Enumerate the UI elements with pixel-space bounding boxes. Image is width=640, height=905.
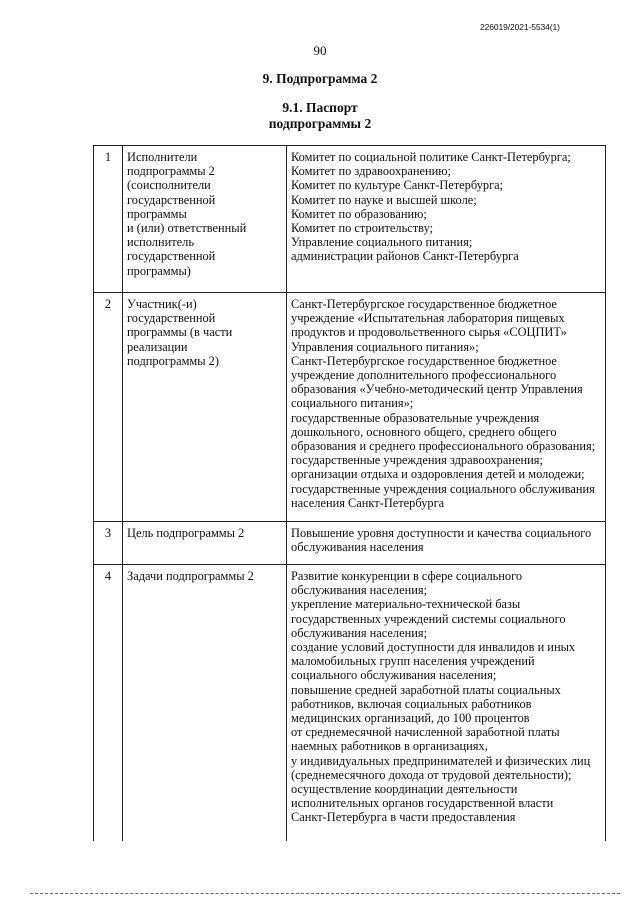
- passport-table: [93, 145, 606, 841]
- row-name: [123, 146, 287, 293]
- page-number: 90: [313, 43, 327, 58]
- text-line: повышение средней заработной платы социальных: [291, 682, 561, 697]
- text-line: и (или) ответственный: [127, 221, 247, 236]
- section-title: 9. Подпрограмма 2: [262, 71, 378, 86]
- text-line: осуществление координации деятельности: [291, 782, 518, 797]
- text-line: Комитет по науке и высшей школе;: [291, 192, 477, 207]
- text-line: программы): [127, 263, 191, 278]
- text-line: Исполнители: [127, 150, 198, 164]
- text-line: Задачи подпрограммы 2: [127, 569, 254, 583]
- subsection-title-line: подпрограммы 2: [268, 116, 372, 131]
- text-line: обслуживания населения: [291, 540, 424, 555]
- table-row: [94, 565, 606, 842]
- text-line: (среднемесячного дохода от трудовой деятельности);: [291, 767, 572, 782]
- text-line: реализации: [127, 339, 188, 354]
- text-line: администрации районов Санкт-Петербурга: [291, 249, 519, 264]
- text-line: программы: [127, 206, 187, 221]
- row-value: [287, 146, 606, 293]
- text-line: укрепление материально-технической базы: [291, 597, 521, 612]
- text-line: Управление социального питания;: [291, 235, 473, 250]
- table-row: [94, 522, 606, 565]
- text-line: исполнитель: [127, 235, 194, 250]
- text-line: Повышение уровня доступности и качества социального: [291, 526, 592, 540]
- text-line: Санкт-Петербургское государственное бюджетное: [291, 297, 557, 311]
- text-line: государственной: [127, 311, 216, 326]
- row-name: [123, 522, 287, 565]
- row-number: 4: [94, 565, 123, 842]
- row-name: [123, 565, 287, 842]
- row-value: [287, 293, 606, 522]
- text-line: Комитет по здравоохранению;: [291, 164, 451, 179]
- text-line: работников, включая социальных работников: [291, 696, 532, 711]
- text-line: Комитет по образованию;: [291, 206, 427, 221]
- text-line: исполнительных органов государственной власти: [291, 796, 554, 811]
- row-number: 3: [94, 522, 123, 565]
- text-line: государственной: [127, 192, 216, 207]
- text-line: маломобильных групп населения учреждений: [291, 654, 535, 669]
- text-line: организации отдыха и оздоровления детей и молодежи;: [291, 467, 585, 482]
- subsection-title-line: 9.1. Паспорт: [282, 100, 358, 115]
- text-line: программы (в части: [127, 325, 233, 340]
- text-line: Управления социального питания»;: [291, 339, 479, 354]
- text-line: государственных учреждений системы социального: [291, 611, 566, 626]
- text-line: наемных работников в организациях,: [291, 739, 488, 754]
- row-number: 2: [94, 293, 123, 522]
- footer-rule: [30, 893, 620, 894]
- text-line: (соисполнители: [127, 178, 211, 193]
- text-line: от среднемесячной начисленной заработной платы: [291, 725, 560, 740]
- text-line: подпрограммы 2): [127, 353, 219, 368]
- text-line: государственные учреждения здравоохранения;: [291, 453, 543, 468]
- text-line: дошкольного, основного общего, среднего общего: [291, 424, 557, 439]
- text-line: продуктов и продовольственного сырья «СОЦПИТ»: [291, 325, 567, 340]
- text-line: государственные образовательные учреждения: [291, 410, 540, 425]
- text-line: социального обслуживания населения;: [291, 668, 497, 683]
- row-number: 1: [94, 146, 123, 293]
- subsection-title: [0, 100, 640, 132]
- row-value: [287, 565, 606, 842]
- text-line: подпрограммы 2: [127, 164, 215, 179]
- text-line: обслуживания населения;: [291, 625, 428, 640]
- row-value: [287, 522, 606, 565]
- text-line: Развитие конкуренции в сфере социального: [291, 569, 523, 583]
- text-line: образования и среднего профессионального образования;: [291, 439, 596, 454]
- text-line: Комитет по строительству;: [291, 221, 434, 236]
- text-line: обслуживания населения;: [291, 583, 428, 598]
- table-row: [94, 293, 606, 522]
- text-line: государственные учреждения социального обслуживания: [291, 481, 595, 496]
- text-line: медицинских организаций, до 100 процентов: [291, 711, 530, 726]
- text-line: социального питания»;: [291, 396, 414, 411]
- text-line: Комитет по социальной политике Санкт-Петербурга;: [291, 150, 571, 164]
- table-row: [94, 146, 606, 293]
- text-line: Участник(-и): [127, 297, 197, 311]
- text-line: учреждение «Испытательная лаборатория пищевых: [291, 311, 565, 326]
- text-line: Санкт-Петербурга в части предоставления: [291, 810, 516, 825]
- text-line: населения Санкт-Петербурга: [291, 495, 445, 510]
- row-name: [123, 293, 287, 522]
- document-number: 226019/2021-5534(1): [480, 22, 560, 32]
- text-line: Цель подпрограммы 2: [127, 526, 245, 540]
- text-line: учреждение дополнительного профессионального: [291, 368, 557, 383]
- text-line: Комитет по культуре Санкт-Петербурга;: [291, 178, 504, 193]
- text-line: образования «Учебно-методический центр Управления: [291, 382, 583, 397]
- text-line: создание условий доступности для инвалидов и иных: [291, 640, 576, 655]
- text-line: Санкт-Петербургское государственное бюджетное: [291, 353, 557, 368]
- text-line: у индивидуальных предпринимателей и физических лиц: [291, 753, 591, 768]
- text-line: государственной: [127, 249, 216, 264]
